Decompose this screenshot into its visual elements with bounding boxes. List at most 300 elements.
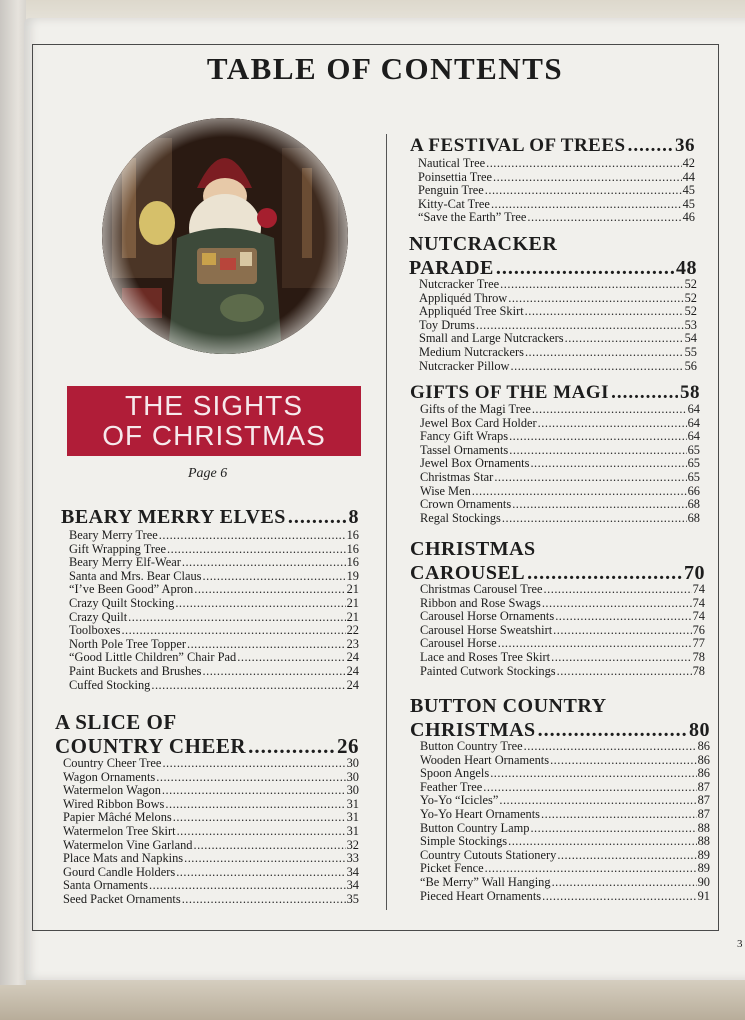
entry-page: 16	[346, 555, 359, 570]
leader-dots	[490, 767, 696, 781]
entry-page: 30	[346, 769, 359, 784]
toc-entry[interactable]	[419, 360, 697, 374]
leader-dots	[551, 651, 692, 665]
entry-title: Painted Cutwork Stockings	[420, 663, 556, 678]
toc-entry[interactable]	[419, 319, 697, 333]
leader-dots	[532, 403, 687, 417]
entry-title: Toolboxes	[69, 623, 121, 638]
toc-entry[interactable]	[69, 624, 359, 638]
section-button-country-christmas	[410, 694, 710, 903]
toc-entry[interactable]	[419, 332, 697, 346]
entry-title: Place Mats and Napkins	[63, 851, 184, 866]
entry-page: 88	[697, 834, 710, 849]
toc-entry[interactable]	[420, 485, 700, 499]
entry-page: 16	[346, 528, 359, 542]
entry-page: 88	[697, 820, 710, 835]
entry-page: 34	[346, 878, 359, 893]
toc-entry[interactable]	[418, 157, 695, 171]
leader-dots	[555, 610, 691, 624]
leader-dots	[167, 543, 346, 557]
entry-page: 23	[346, 636, 359, 651]
entry-title: Ribbon and Rose Swags	[420, 595, 541, 610]
column-divider	[386, 134, 387, 910]
toc-entry[interactable]	[63, 879, 359, 893]
toc-entry[interactable]	[418, 184, 695, 198]
entry-title: Toy Drums	[419, 317, 475, 332]
toc-entry[interactable]	[419, 346, 697, 360]
entry-page: 16	[346, 541, 359, 556]
entry-page: 52	[684, 304, 697, 319]
toc-entry[interactable]	[63, 825, 359, 839]
section-page: 58	[680, 382, 700, 403]
banner-page-reference: Page 6	[188, 466, 228, 481]
entry-title: Papier Mâché Melons	[63, 810, 172, 825]
entry-page: 35	[346, 891, 359, 906]
entry-page: 87	[697, 779, 710, 794]
leader-dots	[509, 430, 687, 444]
entry-page: 24	[346, 663, 359, 678]
entry-page: 91	[697, 888, 710, 903]
leader-dots	[628, 134, 673, 158]
entry-page: 89	[697, 861, 710, 876]
toc-entry[interactable]	[63, 757, 359, 771]
toc-entry[interactable]	[420, 637, 705, 651]
item-list	[418, 157, 695, 225]
toc-entry[interactable]	[69, 583, 359, 597]
section-heading[interactable]	[55, 734, 359, 758]
entry-page: 21	[346, 609, 359, 624]
toc-entry[interactable]	[420, 808, 710, 822]
toc-entry[interactable]	[69, 597, 359, 611]
entry-page: 86	[697, 752, 710, 767]
toc-entry[interactable]	[69, 665, 359, 679]
leader-dots	[162, 757, 345, 771]
toc-entry[interactable]	[420, 876, 710, 890]
entry-title: Lace and Roses Tree Skirt	[420, 649, 551, 664]
section-nutcracker-parade	[409, 232, 697, 373]
toc-entry[interactable]	[63, 839, 359, 853]
entry-title: Jewel Box Card Holder	[420, 415, 537, 430]
entry-page: 66	[687, 483, 700, 498]
toc-entry[interactable]	[63, 852, 359, 866]
leader-dots	[542, 890, 697, 904]
entry-title: Crown Ornaments	[420, 497, 512, 512]
leader-dots	[509, 444, 686, 458]
entry-page: 31	[346, 796, 359, 811]
entry-title: Simple Stockings	[420, 834, 508, 849]
entry-title: Spoon Angels	[420, 766, 490, 781]
leader-dots	[494, 471, 686, 485]
section-page: 70	[684, 562, 705, 584]
leader-dots	[611, 381, 678, 405]
leader-dots	[542, 597, 692, 611]
toc-entry[interactable]	[420, 624, 705, 638]
toc-entry[interactable]	[69, 679, 359, 693]
entry-page: 86	[697, 739, 710, 753]
section-festival-of-trees	[410, 134, 695, 225]
entry-title: Paint Buckets and Brushes	[69, 663, 202, 678]
entry-page: 22	[346, 623, 359, 638]
item-list	[63, 757, 359, 907]
leader-dots	[187, 638, 346, 652]
item-list	[419, 278, 697, 373]
leader-dots	[525, 346, 684, 360]
table-surface	[0, 975, 745, 1020]
leader-dots	[496, 256, 674, 280]
section-title: A FESTIVAL OF TREES	[410, 135, 626, 156]
banner-line-2: OF CHRISTMAS	[102, 420, 326, 451]
entry-page: 32	[346, 837, 359, 852]
toc-entry[interactable]	[420, 849, 710, 863]
leader-dots	[248, 734, 335, 758]
entry-title: Seed Packet Ornaments	[63, 891, 181, 906]
entry-page: 65	[687, 469, 700, 484]
section-title: PARADE	[409, 257, 494, 279]
leader-dots	[184, 852, 346, 866]
entry-title: Gourd Candle Holders	[63, 864, 176, 879]
leader-dots	[512, 498, 686, 512]
section-title: CHRISTMAS	[410, 719, 536, 741]
leader-dots	[550, 754, 697, 768]
entry-page: 78	[692, 649, 705, 664]
leader-dots	[165, 798, 345, 812]
toc-entry[interactable]	[69, 543, 359, 557]
toc-entry[interactable]	[420, 471, 700, 485]
entry-title: Crazy Quilt Stocking	[69, 595, 175, 610]
entry-title: Kitty-Cat Tree	[418, 196, 490, 211]
toc-entry[interactable]	[63, 866, 359, 880]
entry-page: 34	[346, 864, 359, 879]
entry-title: Penguin Tree	[418, 183, 484, 198]
entry-page: 21	[346, 595, 359, 610]
page-number: 3	[737, 938, 743, 950]
entry-title: Yo-Yo Heart Ornaments	[420, 806, 541, 821]
leader-dots	[173, 811, 346, 825]
section-page: 26	[337, 734, 359, 758]
toc-entry[interactable]	[69, 556, 359, 570]
toc-entry[interactable]	[420, 767, 710, 781]
toc-entry[interactable]	[420, 430, 700, 444]
entry-title: Beary Merry Elf-Wear	[69, 555, 181, 570]
leader-dots	[525, 305, 684, 319]
toc-entry[interactable]	[420, 498, 700, 512]
entry-page: 45	[682, 196, 695, 211]
section-slice-of-country-cheer	[55, 710, 359, 907]
leader-dots	[500, 278, 683, 292]
entry-title: Jewel Box Ornaments	[420, 456, 530, 471]
toc-entry[interactable]	[420, 610, 705, 624]
item-list	[69, 529, 359, 692]
entry-page: 54	[684, 331, 697, 346]
leader-dots	[485, 862, 697, 876]
entry-page: 52	[684, 277, 697, 291]
entry-page: 77	[692, 636, 705, 651]
entry-page: 30	[346, 756, 359, 770]
entry-title: Christmas Carousel Tree	[420, 582, 543, 596]
entry-page: 64	[687, 429, 700, 444]
section-heading[interactable]	[410, 134, 695, 158]
entry-page: 64	[687, 402, 700, 416]
section-beary-merry-elves	[61, 505, 359, 692]
leader-dots	[493, 171, 682, 185]
leader-dots	[544, 583, 692, 597]
section-page: 80	[689, 719, 710, 741]
toc-entry[interactable]	[63, 798, 359, 812]
entry-title: Poinsettia Tree	[418, 169, 493, 184]
entry-page: 76	[692, 622, 705, 637]
entry-page: 55	[684, 344, 697, 359]
entry-title: Santa and Mrs. Bear Claus	[69, 568, 202, 583]
entry-page: 46	[682, 210, 695, 225]
entry-title: Watermelon Tree Skirt	[63, 823, 176, 838]
leader-dots	[149, 879, 346, 893]
entry-page: 65	[687, 442, 700, 457]
entry-title: Watermelon Vine Garland	[63, 837, 193, 852]
sights-banner	[67, 386, 361, 456]
entry-page: 74	[692, 595, 705, 610]
entry-title: Small and Large Nutcrackers	[419, 331, 564, 346]
toc-entry[interactable]	[420, 651, 705, 665]
entry-page: 33	[346, 851, 359, 866]
entry-title: Country Cheer Tree	[63, 756, 162, 770]
toc-entry[interactable]	[418, 211, 695, 225]
entry-title: Wooden Heart Ornaments	[420, 752, 550, 767]
entry-page: 52	[684, 290, 697, 305]
entry-title: Button Country Lamp	[420, 820, 530, 835]
leader-dots	[553, 624, 691, 638]
leader-dots	[203, 570, 346, 584]
toc-entry[interactable]	[420, 457, 700, 471]
entry-title: Crazy Quilt	[69, 609, 128, 624]
entry-title: Wagon Ornaments	[63, 769, 156, 784]
entry-title: Picket Fence	[420, 861, 484, 876]
leader-dots	[524, 740, 697, 754]
leader-dots	[491, 198, 682, 212]
toc-entry[interactable]	[418, 198, 695, 212]
entry-page: 87	[697, 793, 710, 808]
leader-dots	[538, 718, 687, 742]
entry-title: Carousel Horse Sweatshirt	[420, 622, 553, 637]
entry-title: Watermelon Wagon	[63, 783, 161, 798]
entry-title: “Be Merry” Wall Hanging	[420, 874, 551, 889]
leader-dots	[541, 808, 697, 822]
entry-title: Santa Ornaments	[63, 878, 148, 893]
leader-dots	[530, 822, 696, 836]
entry-page: 56	[684, 358, 697, 373]
leader-dots	[557, 849, 696, 863]
section-gifts-of-the-magi	[410, 381, 700, 525]
toc-entry[interactable]	[420, 794, 710, 808]
entry-title: Beary Merry Tree	[69, 528, 158, 542]
toc-entry[interactable]	[420, 597, 705, 611]
leader-dots	[288, 505, 347, 529]
section-heading-line-1[interactable]: NUTCRACKER	[409, 233, 558, 255]
entry-title: Yo-Yo “Icicles”	[420, 793, 499, 808]
toc-entry[interactable]	[420, 754, 710, 768]
entry-title: Appliquéd Tree Skirt	[419, 304, 524, 319]
entry-page: 31	[346, 810, 359, 825]
entry-page: 68	[687, 510, 700, 525]
toc-entry[interactable]	[420, 417, 700, 431]
section-page: 36	[675, 135, 695, 156]
leader-dots	[176, 866, 345, 880]
toc-entry[interactable]	[63, 784, 359, 798]
leader-dots	[499, 794, 696, 808]
entry-title: Button Country Tree	[420, 739, 523, 753]
entry-page: 74	[692, 609, 705, 624]
leader-dots	[159, 529, 346, 543]
entry-page: 24	[346, 677, 359, 692]
entry-title: North Pole Tree Topper	[69, 636, 186, 651]
section-title: CAROUSEL	[410, 562, 526, 584]
entry-page: 31	[346, 823, 359, 838]
leader-dots	[538, 417, 687, 431]
entry-title: Tassel Ornaments	[420, 442, 509, 457]
entry-title: Feather Tree	[420, 779, 483, 794]
entry-page: 24	[346, 650, 359, 665]
toc-entry[interactable]	[69, 529, 359, 543]
entry-page: 30	[346, 783, 359, 798]
entry-title: “Save the Earth” Tree	[418, 210, 527, 225]
toc-entry[interactable]	[420, 403, 700, 417]
toc-entry[interactable]	[69, 651, 359, 665]
entry-page: 65	[687, 456, 700, 471]
toc-entry[interactable]	[420, 781, 710, 795]
leader-dots	[472, 485, 687, 499]
entry-title: Carousel Horse	[420, 636, 497, 651]
leader-dots	[162, 784, 346, 798]
section-christmas-carousel	[410, 537, 705, 678]
entry-title: Wise Men	[420, 483, 471, 498]
section-heading-line-1[interactable]: CHRISTMAS	[410, 538, 536, 560]
toc-entry[interactable]	[69, 638, 359, 652]
photo-vignette	[102, 118, 348, 354]
leader-dots	[182, 893, 346, 907]
left-page-edge	[0, 0, 26, 985]
entry-title: Wired Ribbon Bows	[63, 796, 165, 811]
leader-dots	[552, 876, 697, 890]
leader-dots	[128, 611, 345, 625]
entry-title: “Good Little Children” Chair Pad	[69, 650, 237, 665]
leader-dots	[237, 651, 345, 665]
entry-page: 64	[687, 415, 700, 430]
entry-title: “I’ve Been Good” Apron	[69, 582, 194, 597]
toc-entry[interactable]	[420, 835, 710, 849]
leader-dots	[508, 292, 683, 306]
entry-title: Christmas Star	[420, 469, 494, 484]
toc-entry[interactable]	[63, 811, 359, 825]
toc-entry[interactable]	[420, 583, 705, 597]
toc-entry[interactable]	[420, 862, 710, 876]
santa-photo	[102, 118, 348, 354]
leader-dots	[203, 665, 346, 679]
leader-dots	[498, 637, 692, 651]
toc-entry[interactable]	[420, 665, 705, 679]
leader-dots	[151, 679, 345, 693]
toc-entry[interactable]	[420, 890, 710, 904]
leader-dots	[483, 781, 696, 795]
leader-dots	[193, 839, 345, 853]
section-title: BEARY MERRY ELVES	[61, 506, 286, 528]
entry-page: 42	[682, 156, 695, 170]
entry-page: 21	[346, 582, 359, 597]
page-title: TABLE OF CONTENTS	[206, 51, 564, 86]
toc-entry[interactable]	[420, 512, 700, 526]
entry-title: Nautical Tree	[418, 156, 486, 170]
banner-line-1: THE SIGHTS	[124, 390, 303, 421]
section-heading-line-1[interactable]: A SLICE OF	[55, 710, 177, 734]
entry-title: Gifts of the Magi Tree	[420, 402, 531, 416]
entry-title: Cuffed Stocking	[69, 677, 151, 692]
leader-dots	[557, 665, 692, 679]
toc-entry[interactable]	[419, 278, 697, 292]
entry-page: 86	[697, 766, 710, 781]
entry-title: Regal Stockings	[420, 510, 501, 525]
leader-dots	[194, 583, 345, 597]
entry-page: 53	[684, 317, 697, 332]
leader-dots	[527, 211, 681, 225]
leader-dots	[182, 556, 346, 570]
entry-title: Medium Nutcrackers	[419, 344, 524, 359]
leader-dots	[175, 597, 345, 611]
entry-page: 44	[682, 169, 695, 184]
leader-dots	[476, 319, 684, 333]
section-heading[interactable]	[61, 505, 359, 529]
leader-dots	[156, 771, 345, 785]
toc-entry[interactable]	[419, 305, 697, 319]
entry-page: 89	[697, 847, 710, 862]
leader-dots	[530, 457, 686, 471]
leader-dots	[527, 561, 682, 585]
entry-page: 78	[692, 663, 705, 678]
entry-title: Fancy Gift Wraps	[420, 429, 509, 444]
toc-entry[interactable]	[420, 444, 700, 458]
leader-dots	[511, 360, 684, 374]
entry-title: Nutcracker Tree	[419, 277, 500, 291]
toc-entry[interactable]	[69, 611, 359, 625]
leader-dots	[486, 157, 682, 171]
entry-title: Pieced Heart Ornaments	[420, 888, 542, 903]
section-page: 8	[348, 506, 359, 528]
toc-entry[interactable]	[420, 740, 710, 754]
toc-entry[interactable]	[419, 292, 697, 306]
entry-title: Country Cutouts Stationery	[420, 847, 557, 862]
entry-title: Gift Wrapping Tree	[69, 541, 167, 556]
toc-entry[interactable]	[63, 893, 359, 907]
item-list	[420, 740, 710, 903]
entry-title: Nutcracker Pillow	[419, 358, 510, 373]
section-title: COUNTRY CHEER	[55, 734, 247, 758]
entry-page: 19	[346, 568, 359, 583]
section-heading-line-1[interactable]: BUTTON COUNTRY	[410, 695, 607, 717]
toc-entry[interactable]	[418, 171, 695, 185]
entry-page: 87	[697, 806, 710, 821]
leader-dots	[485, 184, 682, 198]
section-title: GIFTS OF THE MAGI	[410, 382, 610, 403]
toc-entry[interactable]	[63, 771, 359, 785]
leader-dots	[502, 512, 687, 526]
leader-dots	[508, 835, 697, 849]
entry-page: 45	[682, 183, 695, 198]
toc-entry[interactable]	[69, 570, 359, 584]
leader-dots	[565, 332, 684, 346]
entry-page: 68	[687, 497, 700, 512]
toc-entry[interactable]	[420, 822, 710, 836]
entry-title: Appliquéd Throw	[419, 290, 508, 305]
leader-dots	[177, 825, 346, 839]
section-page: 48	[676, 257, 697, 279]
item-list	[420, 583, 705, 678]
